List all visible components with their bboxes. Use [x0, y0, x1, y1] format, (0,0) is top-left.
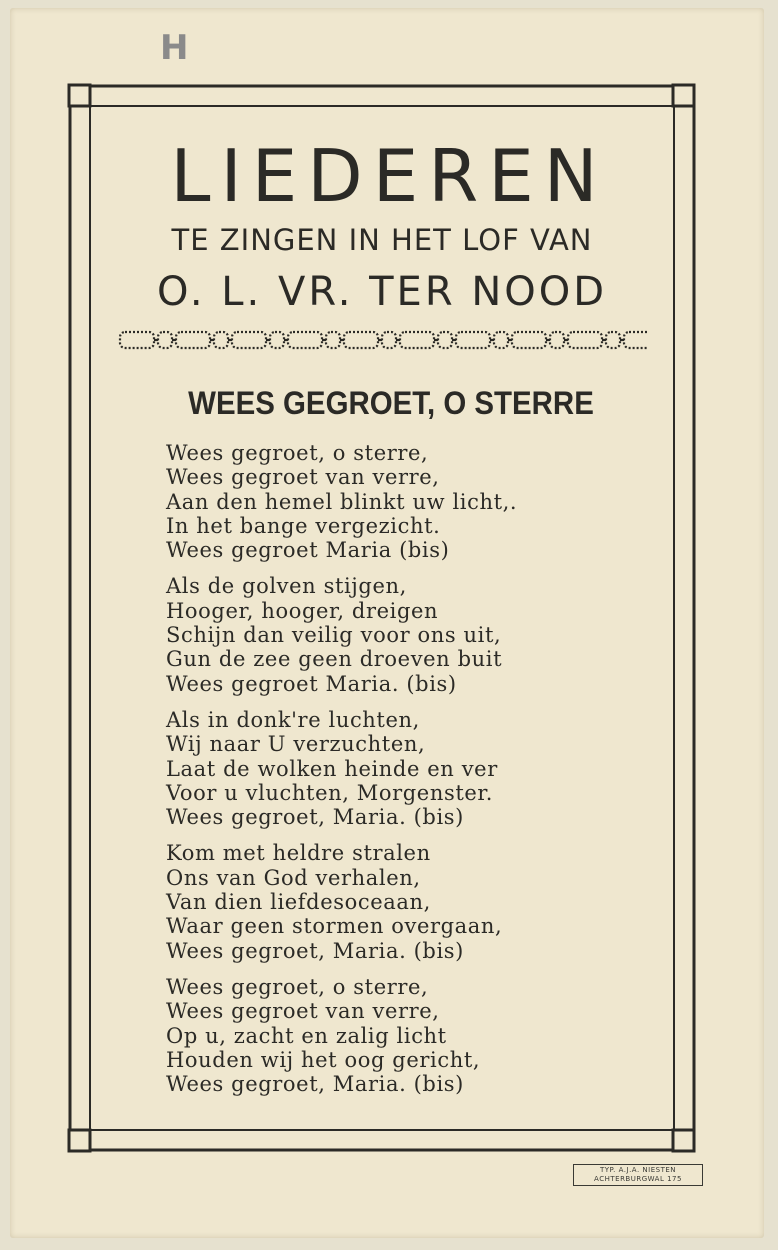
ornament-divider: [118, 327, 648, 355]
ornament-link: [456, 332, 490, 348]
page-subtitle: TE ZINGEN IN HET LOF VAN: [171, 223, 593, 257]
ornament-link: [568, 332, 602, 348]
verse-line: Op u, zacht en zalig licht: [166, 1023, 447, 1048]
verse-line: Wees gegroet, Maria. (bis): [166, 805, 464, 830]
verse-line: Houden wij het oog gericht,: [166, 1047, 481, 1072]
page-subtitle-dedication: O. L. VR. TER NOOD: [156, 269, 608, 315]
ornament-link: [176, 332, 210, 348]
pencil-mark: H: [160, 28, 189, 68]
ornament-link: [214, 332, 228, 348]
ornament-link: [326, 332, 340, 348]
verse-line: Wees gegroet, o sterre,: [166, 974, 429, 999]
ornament-link: [344, 332, 378, 348]
verse-line: Hooger, hooger, dreigen: [166, 598, 439, 623]
verse-line: Wees gegroet Maria (bis): [166, 538, 450, 563]
verse-line: In het bange vergezicht.: [166, 513, 441, 538]
verse-line: Wees gegroet, Maria. (bis): [166, 938, 464, 963]
ornament-link: [606, 332, 620, 348]
ornament-link: [382, 332, 396, 348]
verse-line: Waar geen stormen overgaan,: [166, 914, 503, 939]
verse-line: Als in donk're luchten,: [166, 707, 420, 732]
ornament-link: [494, 332, 508, 348]
ornament-link: [232, 332, 266, 348]
verse-line: Wees gegroet van verre,: [166, 999, 440, 1024]
verse-line: Wees gegroet Maria. (bis): [166, 671, 457, 696]
verse-line: Laat de wolken heinde en ver: [166, 756, 498, 781]
verse-line: Wees gegroet van verre,: [166, 465, 440, 490]
verse-line: Als de golven stijgen,: [166, 574, 407, 599]
verse: [166, 975, 517, 1096]
verse-line: Wees gegroet, Maria. (bis): [166, 1072, 464, 1097]
verse-line: Wees gegroet, o sterre,: [166, 441, 429, 465]
verse: [166, 574, 517, 695]
ornament-link: [624, 332, 648, 348]
ornament-link: [512, 332, 546, 348]
verse-line: Van dien liefdesoceaan,: [166, 890, 431, 915]
verse: [166, 841, 517, 962]
verse-line: Wij naar U verzuchten,: [166, 732, 426, 757]
verse-line: Ons van God verhalen,: [166, 865, 421, 890]
verse-line: Schijn dan veilig voor ons uit,: [166, 623, 502, 648]
ornament-link: [400, 332, 434, 348]
verse-line: Gun de zee geen droeven buit: [166, 647, 503, 672]
ornament-link: [158, 332, 172, 348]
verse-line: Kom met heldre stralen: [166, 841, 431, 866]
ornament-link: [550, 332, 564, 348]
verse-line: Voor u vluchten, Morgenster.: [166, 780, 494, 805]
imprint-line: ACHTERBURGWAL 175: [594, 1175, 682, 1183]
page-title: LIEDEREN: [170, 134, 608, 218]
ornament-link: [120, 332, 154, 348]
ornament-link: [288, 332, 322, 348]
verse-line: Aan den hemel blinkt uw licht,.: [166, 489, 518, 514]
ornament-link: [270, 332, 284, 348]
verse: [166, 708, 517, 829]
ornament-link: [438, 332, 452, 348]
imprint-line: TYP. A.J.A. NIESTEN: [599, 1166, 677, 1174]
song-verses: [166, 441, 517, 1108]
song-title: WEES GEGROET, O STERRE: [188, 385, 594, 421]
printer-imprint: [573, 1164, 703, 1186]
verse: [166, 441, 517, 562]
